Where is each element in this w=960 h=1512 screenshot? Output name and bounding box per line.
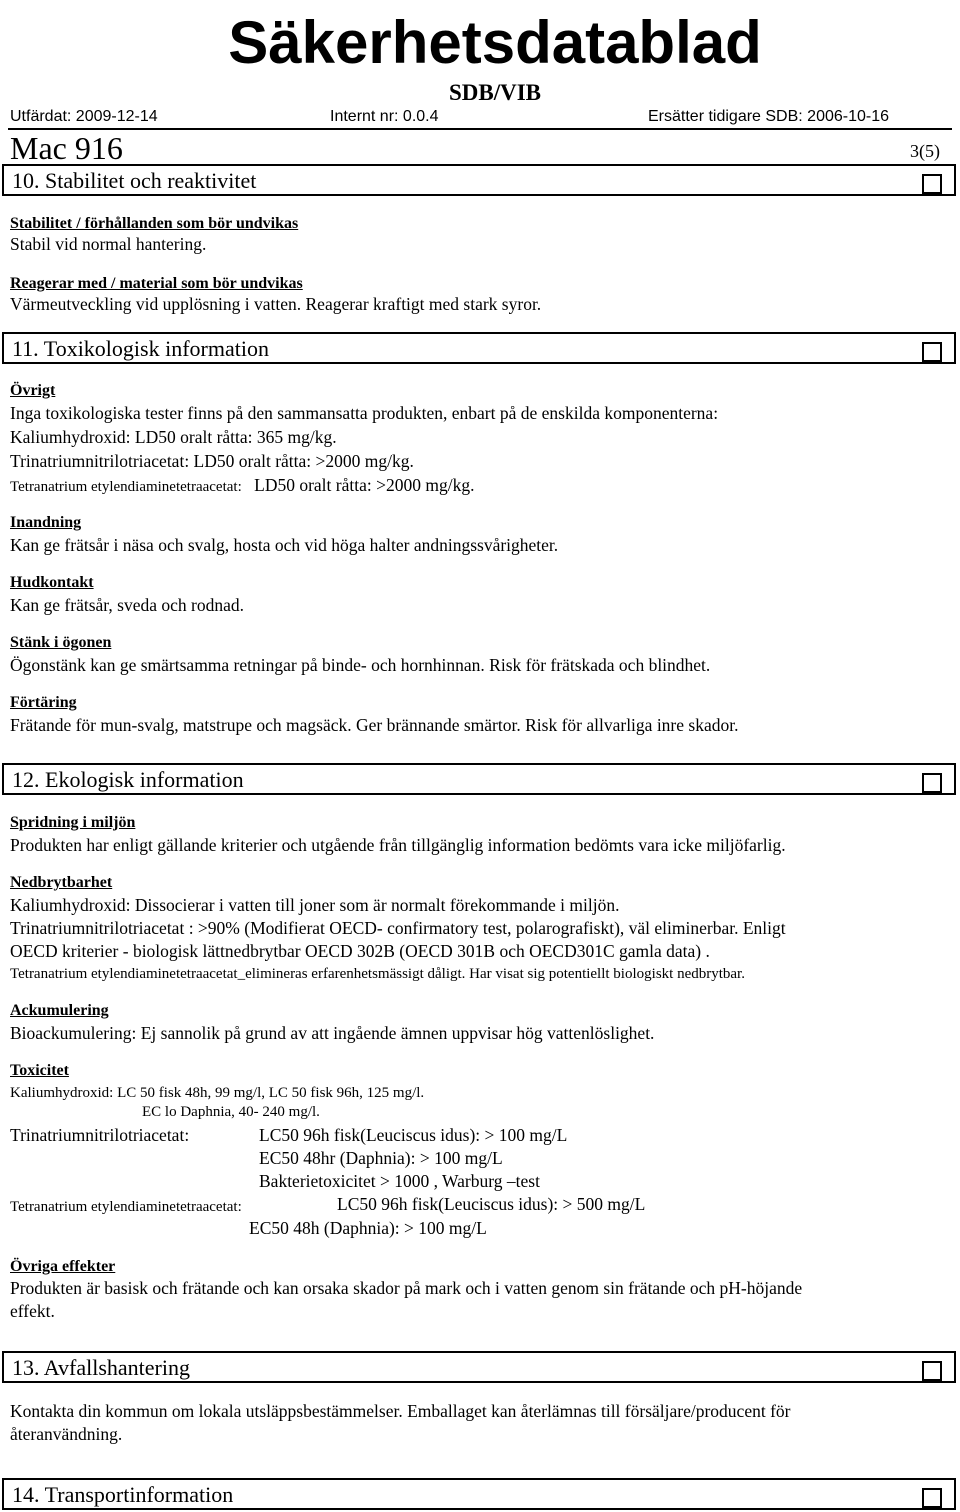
- section-12-heading-other-effects: Övriga effekter: [10, 1258, 116, 1275]
- document-subtitle: SDB/VIB: [448, 80, 542, 105]
- section-11-other-line-4-substance: Tetranatrium etylendiaminetetraacetat:: [10, 479, 242, 495]
- section-11-inhalation-text: Kan ge frätsår i näsa och svalg, hosta och vid höga halter andningssvårigheter.: [10, 535, 559, 555]
- section-12-heading-spread: Spridning i miljön: [10, 814, 136, 831]
- section-12-toxicity-line-4: EC50 48hr (Daphnia): > 100 mg/L: [259, 1148, 503, 1168]
- section-11-checkbox[interactable]: [922, 342, 942, 362]
- section-11-other-line-1: Inga toxikologiska tester finns på den sammansatta produkten, enbart på de enskilda komponenterna:: [10, 403, 719, 423]
- section-10-heading-reacts: Reagerar med / material som bör undvikas: [10, 275, 303, 292]
- section-11-skin-text: Kan ge frätsår, sveda och rodnad.: [10, 595, 244, 615]
- section-12-heading-degradability: Nedbrytbarhet: [10, 874, 113, 891]
- section-12-heading-accumulation: Ackumulering: [10, 1002, 109, 1019]
- section-11-title: 11. Toxikologisk information: [12, 336, 269, 361]
- section-12-checkbox[interactable]: [922, 773, 942, 793]
- section-12-other-effects-line-2: effekt.: [10, 1301, 55, 1321]
- section-11-header: [2, 332, 956, 364]
- section-12-toxicity-line-6-substance: Tetranatrium etylendiaminetetraacetat:: [10, 1199, 242, 1215]
- section-10-header: [2, 164, 956, 196]
- section-14-header: [2, 1478, 956, 1510]
- document-title: Säkerhetsdatablad: [228, 9, 762, 76]
- product-name: Mac 916: [10, 130, 123, 166]
- section-14-title: 14. Transportinformation: [12, 1482, 234, 1507]
- section-12-toxicity-line-7: EC50 48h (Daphnia): > 100 mg/L: [249, 1218, 487, 1238]
- section-12-toxicity-line-3-value: LC50 96h fisk(Leuciscus idus): > 100 mg/L: [259, 1125, 568, 1145]
- section-12-degradability-line-4: Tetranatrium etylendiaminetetraacetat_elimineras erfarenhetsmässigt dåligt. Har visat sig potentiellt biologiskt nedbrytbar.: [10, 966, 745, 982]
- section-12-toxicity-line-3-substance: Trinatriumnitrilotriacetat:: [10, 1125, 190, 1145]
- section-11-eyes-text: Ögonstänk kan ge smärtsamma retningar på binde- och hornhinnan. Risk för frätskada och blindhet.: [10, 655, 711, 675]
- section-11-heading-skin: Hudkontakt: [10, 574, 94, 591]
- section-11-heading-other: Övrigt: [10, 382, 56, 399]
- section-13-header: [2, 1351, 956, 1383]
- section-11-heading-inhalation: Inandning: [10, 514, 82, 531]
- header-rule: [8, 128, 952, 130]
- section-11-ingestion-text: Frätande för mun-svalg, matstrupe och magsäck. Ger brännande smärtor. Risk för allvarliga inre skador.: [10, 715, 739, 735]
- section-14-checkbox[interactable]: [922, 1488, 942, 1508]
- section-12-degradability-line-3: OECD kriterier - biologisk lättnedbrytbar OECD 302B (OECD 301B och OECD301C gamla data) .: [10, 941, 710, 961]
- section-12-degradability-line-1: Kaliumhydroxid: Dissocierar i vatten till joner som är normalt förekommande i miljön.: [10, 895, 620, 915]
- section-11-heading-ingestion: Förtäring: [10, 694, 77, 711]
- section-13-title: 13. Avfallshantering: [12, 1355, 190, 1380]
- section-13-text-line-1: Kontakta din kommun om lokala utsläppsbestämmelser. Emballaget kan återlämnas till försäljare/producent för: [10, 1401, 791, 1421]
- section-11-other-line-4: [10, 474, 474, 498]
- section-13-text-line-2: återanvändning.: [10, 1424, 123, 1444]
- issued-date: Utfärdat: 2009-12-14: [10, 108, 158, 125]
- replaces-date: Ersätter tidigare SDB: 2006-10-16: [648, 108, 890, 125]
- section-12-degradability-line-2: Trinatriumnitrilotriacetat : >90% (Modifierat OECD- confirmatory test, polarografiskt), väl eliminerbar. Enligt: [10, 918, 786, 938]
- section-12-header: [2, 763, 956, 795]
- section-12-toxicity-line-3: [10, 1124, 189, 1146]
- section-12-accumulation-text: Bioackumulering: Ej sannolik på grund av att ingående ämnen uppvisar hög vattenlöslighet.: [10, 1023, 655, 1043]
- section-10-checkbox[interactable]: [922, 174, 942, 194]
- section-10-text-reacts: Värmeutveckling vid upplösning i vatten. Reagerar kraftigt med stark syror.: [10, 294, 542, 314]
- section-12-other-effects-line-1: Produkten är basisk och frätande och kan orsaka skador på mark och i vatten genom sin frätande och pH-höjande: [10, 1278, 803, 1298]
- section-11-heading-eyes: Stänk i ögonen: [10, 634, 112, 651]
- page-number: 3(5): [910, 141, 940, 161]
- section-11-other-line-4-value: LD50 oralt råtta: >2000 mg/kg.: [254, 475, 475, 495]
- section-12-title: 12. Ekologisk information: [12, 767, 244, 792]
- section-12-spread-text: Produkten har enligt gällande kriterier och utgående från tillgänglig information bedömts vara icke miljöfarlig.: [10, 835, 786, 855]
- internal-number: Internt nr: 0.0.4: [330, 108, 439, 125]
- section-11-other-line-2: Kaliumhydroxid: LD50 oralt råtta: 365 mg/kg.: [10, 427, 337, 447]
- section-12-heading-toxicity: Toxicitet: [10, 1062, 69, 1079]
- section-10-heading-stability: Stabilitet / förhållanden som bör undvikas: [10, 215, 299, 232]
- section-12-toxicity-line-2: EC lo Daphnia, 40- 240 mg/l.: [142, 1104, 320, 1120]
- section-12-toxicity-line-1: Kaliumhydroxid: LC 50 fisk 48h, 99 mg/l, LC 50 fisk 96h, 125 mg/l.: [10, 1085, 425, 1101]
- section-11-other-line-3: Trinatriumnitrilotriacetat: LD50 oralt råtta: >2000 mg/kg.: [10, 451, 414, 471]
- section-13-checkbox[interactable]: [922, 1361, 942, 1381]
- section-10-title: 10. Stabilitet och reaktivitet: [12, 168, 257, 193]
- section-10-text-stability: Stabil vid normal hantering.: [10, 234, 207, 254]
- section-12-toxicity-line-6-value: LC50 96h fisk(Leuciscus idus): > 500 mg/L: [337, 1194, 646, 1214]
- section-12-toxicity-line-5: Bakterietoxicitet > 1000 , Warburg –test: [259, 1171, 540, 1191]
